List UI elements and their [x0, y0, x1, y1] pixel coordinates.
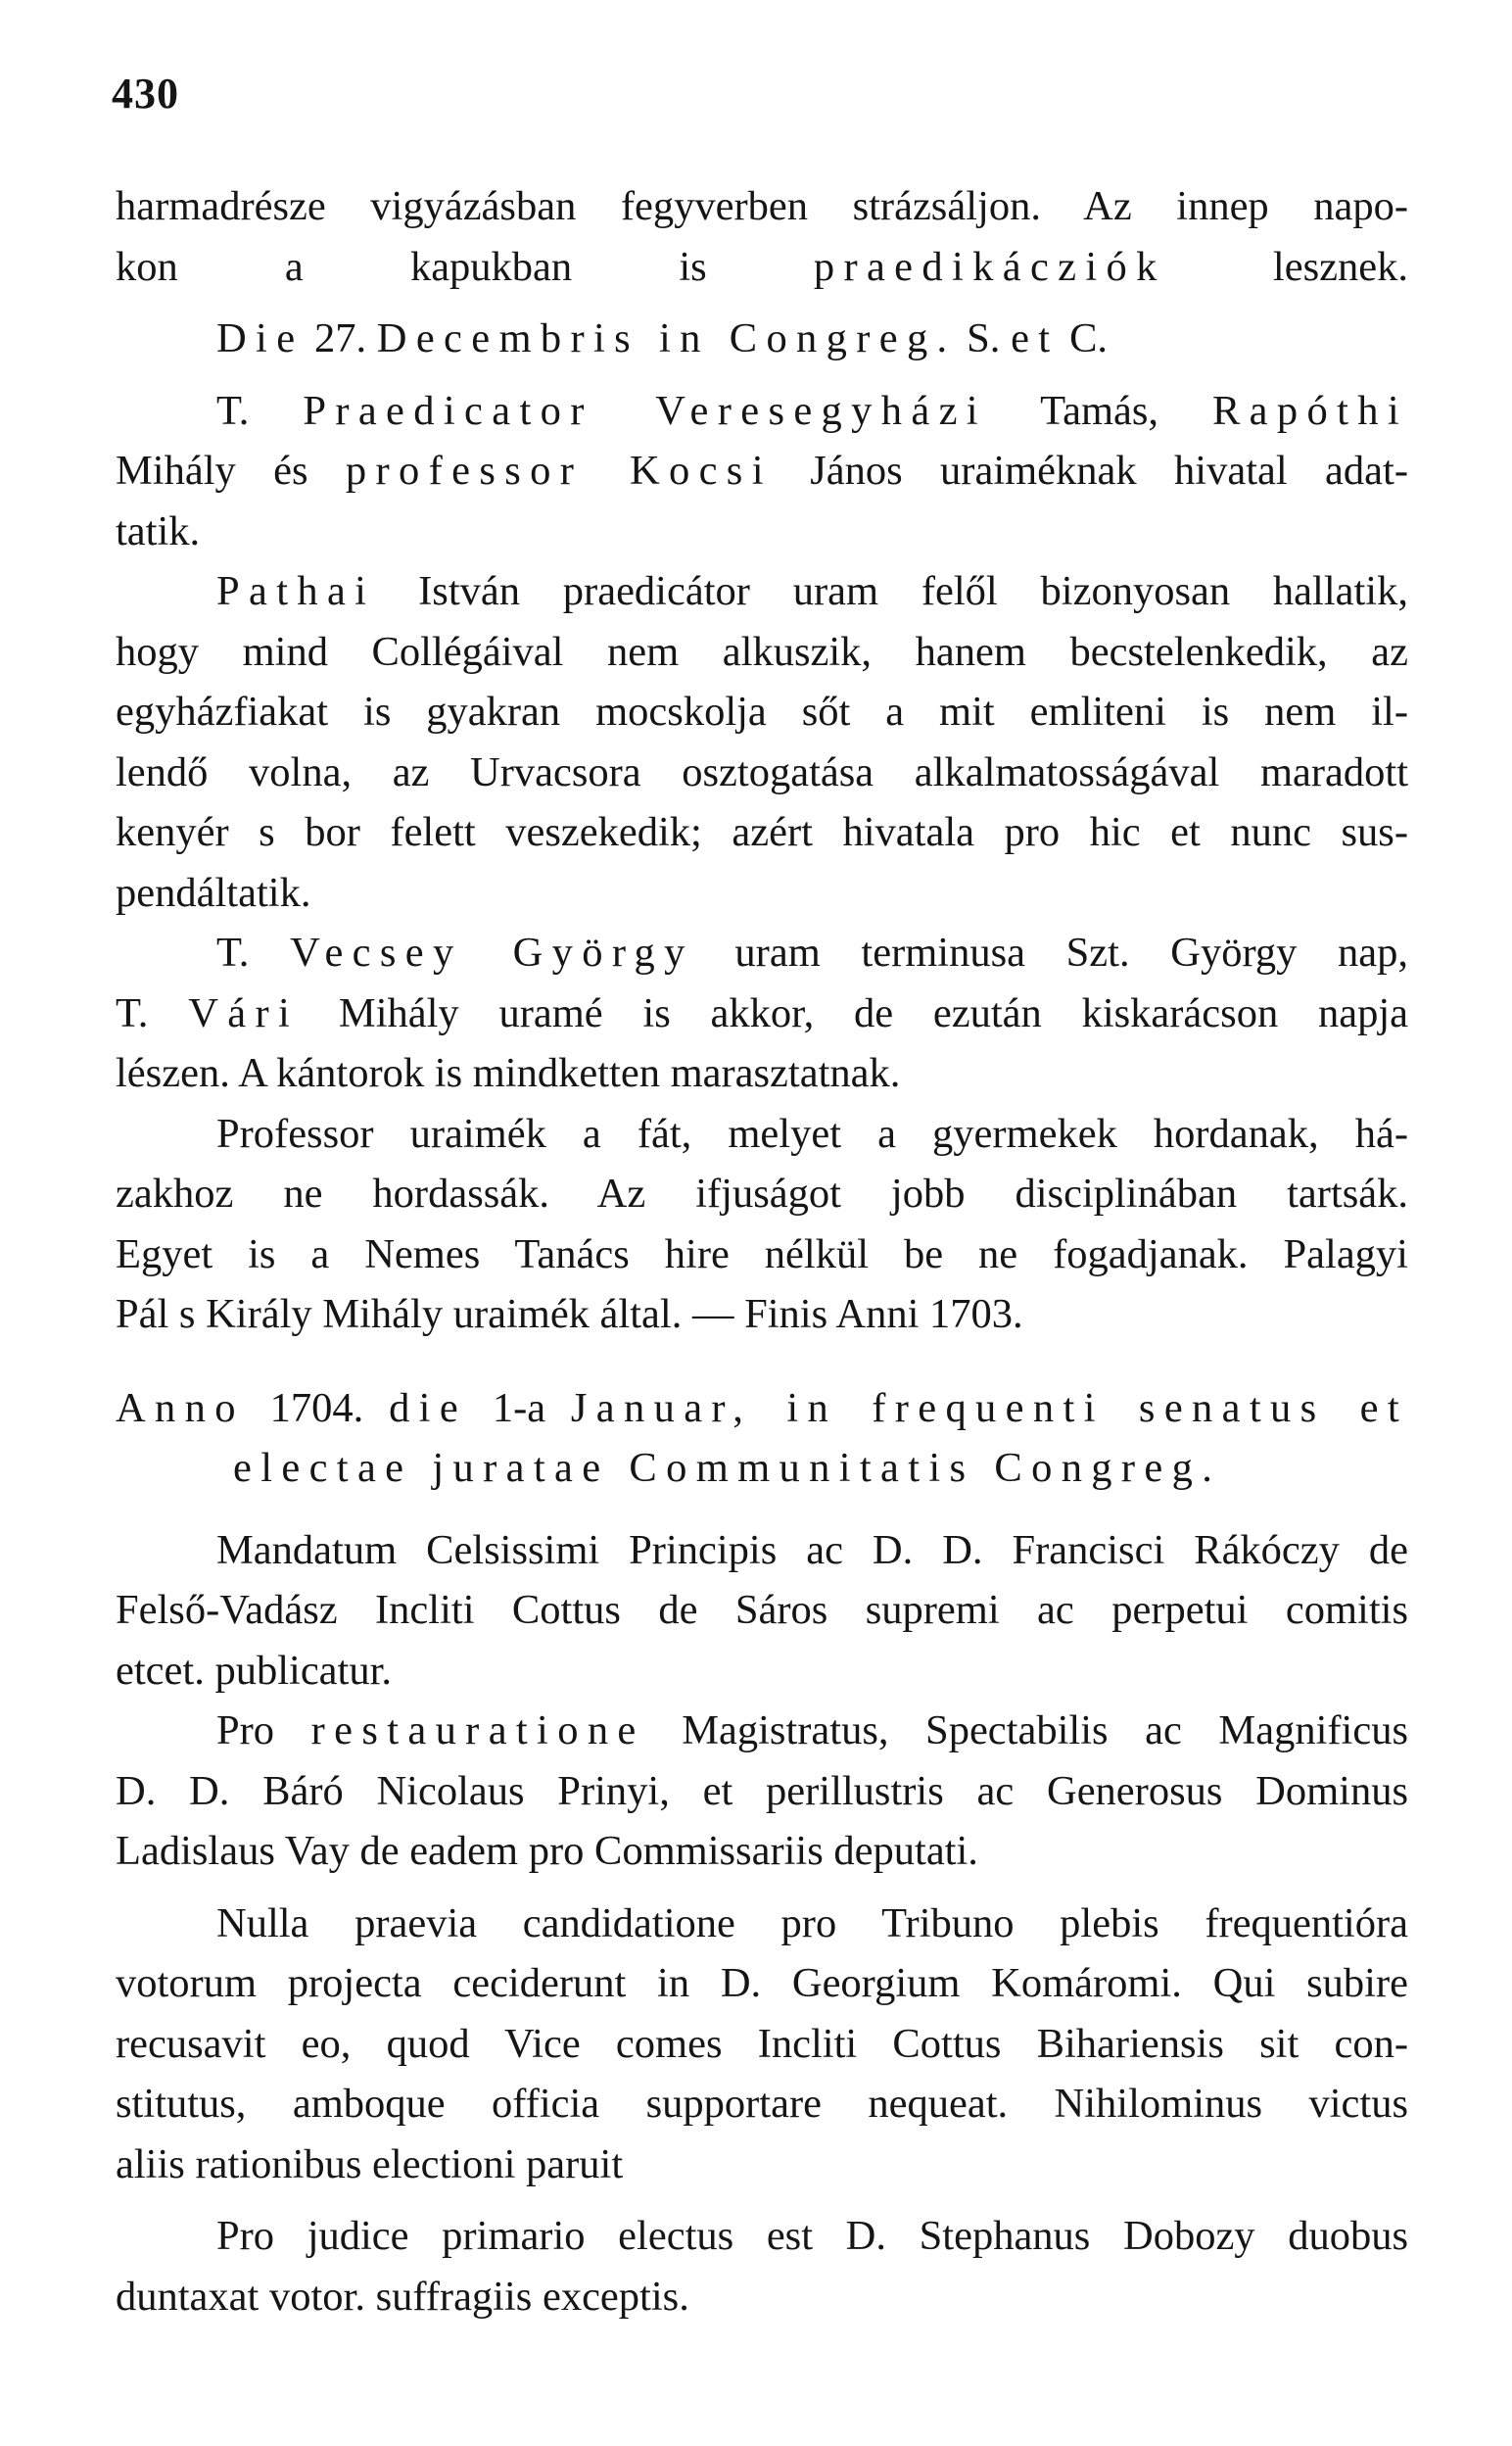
- text-line: Nulla praevia candidatione pro Tribuno plebis frequentióra: [216, 1899, 1408, 1946]
- text-line: D. D. Báró Nicolaus Prinyi, et perillustris ac Generosus Dominus: [116, 1767, 1408, 1814]
- text-line: lészen. A kántorok is mindketten marasztatnak.: [116, 1050, 901, 1096]
- text-line: aliis rationibus electioni paruit: [116, 2140, 624, 2187]
- text-line: votorum projecta ceciderunt in D. Georgium Komáromi. Qui subire: [116, 1960, 1408, 2006]
- text-line: recusavit eo, quod Vice comes Incliti Cottus Bihariensis sit con-: [116, 2020, 1408, 2067]
- text-line: Pathai István praedicátor uram felől bizonyosan hallatik,: [216, 568, 1408, 614]
- text-line: Egyet is a Nemes Tanács hire nélkül be ne fogadjanak. Palagyi: [116, 1230, 1408, 1277]
- text-line: Mandatum Celsissimi Principis ac D. D. Francisci Rákóczy de: [216, 1526, 1408, 1573]
- text-line: kon a kapukban is praedikácziók lesznek.: [116, 243, 1408, 290]
- text-line: Pro judice primario electus est D. Stephanus Dobozy duobus: [216, 2213, 1408, 2259]
- text-line: egyházfiakat is gyakran mocskolja sőt a mit emliteni is nem il-: [116, 689, 1408, 735]
- text-line: Professor uraimék a fát, melyet a gyermekek hordanak, há-: [216, 1110, 1408, 1157]
- text-line: Pál s Király Mihály uraimék által. — Finis Anni 1703.: [116, 1291, 1023, 1337]
- text-line: lendő volna, az Urvacsora osztogatása alkalmatosságával maradott: [116, 748, 1408, 795]
- text-line: T. Vári Mihály uramé is akkor, de ezután kiskarácson napja: [116, 989, 1408, 1036]
- section-heading: electae juratae Communitatis Congreg.: [233, 1445, 1222, 1491]
- text-line: pendáltatik.: [116, 869, 311, 916]
- text-line: Mihály és professor Kocsi János uraiméknak hivatal adat-: [116, 448, 1408, 494]
- text-line: kenyér s bor felett veszekedik; azért hivatala pro hic et nunc sus-: [116, 809, 1408, 855]
- text-line: Die 27. Decembris in Congreg. S. et C.: [216, 315, 1109, 361]
- text-line: tatik.: [116, 507, 201, 554]
- text-line: harmadrésze vigyázásban fegyverben strázsáljon. Az innep napo-: [116, 183, 1408, 229]
- text-line: T. Vecsey György uram terminusa Szt. György nap,: [216, 930, 1408, 976]
- text-line: Ladislaus Vay de eadem pro Commissariis deputati.: [116, 1828, 978, 1874]
- text-line: T. Praedicator Veresegyházi Tamás, Rapóthi: [216, 387, 1408, 434]
- section-heading: Anno 1704. die 1-a Januar, in frequenti senatus et: [116, 1384, 1408, 1431]
- text-line: hogy mind Collégáival nem alkuszik, hanem becstelenkedik, az: [116, 628, 1408, 675]
- text-line: Pro restauratione Magistratus, Spectabilis ac Magnificus: [216, 1707, 1408, 1753]
- page-body: [116, 176, 1408, 2326]
- text-line: zakhoz ne hordassák. Az ifjuságot jobb disciplinában tartsák.: [116, 1171, 1408, 1217]
- page-number: 430: [112, 70, 179, 118]
- text-line: etcet. publicatur.: [116, 1647, 393, 1694]
- text-line: stitutus, amboque officia supportare nequeat. Nihilominus victus: [116, 2081, 1408, 2127]
- text-line: duntaxat votor. suffragiis exceptis.: [116, 2273, 689, 2320]
- text-line: Felső-Vadász Incliti Cottus de Sáros supremi ac perpetui comitis: [116, 1587, 1408, 1633]
